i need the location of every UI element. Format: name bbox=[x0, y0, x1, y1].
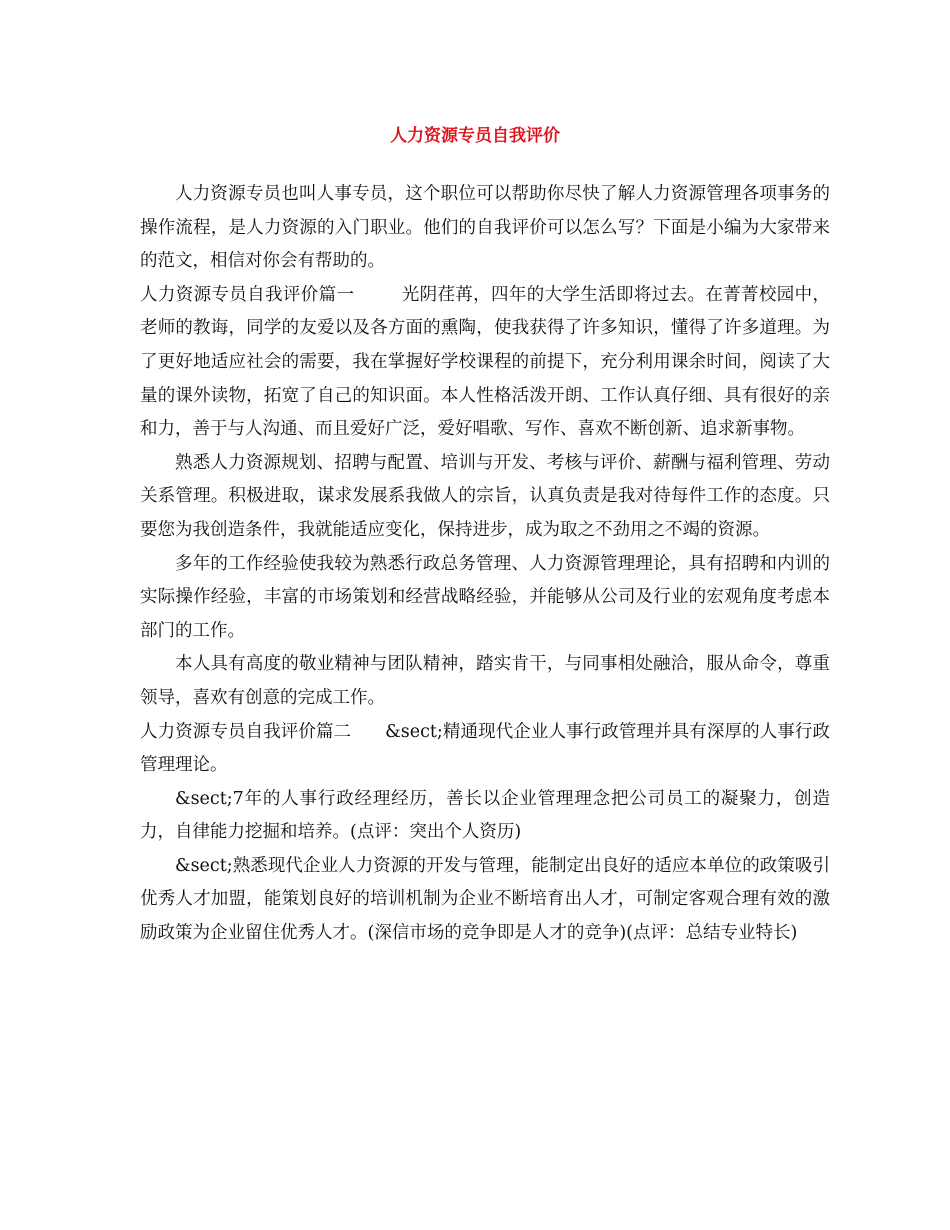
experience-paragraph bbox=[140, 548, 830, 649]
paragraph-text: 多年的工作经验使我较为熟悉行政总务管理、人力资源管理理论，具有招聘和内训的实际操作经验，丰富的市场策划和经营战略经验，并能够从公司及行业的宏观角度考虑本部门的工作。 bbox=[140, 553, 830, 641]
paragraph-text: 熟悉人力资源规划、招聘与配置、培训与开发、考核与评价、薪酬与福利管理、劳动关系管理。积极进取，谋求发展系我做人的宗旨，认真负责是我对待每件工作的态度。只要您为我创造条件，我就能适应变化，保持进步，成为取之不劲用之不竭的资源。 bbox=[140, 452, 830, 540]
specialty-paragraph bbox=[140, 850, 830, 951]
paragraph-text: 人力资源专员也叫人事专员，这个职位可以帮助你尽快了解人力资源管理各项事务的操作流程，是人力资源的入门职业。他们的自我评价可以怎么写？下面是小编为大家带来的范文，相信对你会有帮助的。 bbox=[140, 184, 830, 272]
seniority-paragraph bbox=[140, 783, 830, 850]
paragraph-text: 光阴荏苒，四年的大学生活即将过去。在菁菁校园中，老师的教诲，同学的友爱以及各方面的熏陶，使我获得了许多知识，懂得了许多道理。为了更好地适应社会的需要，我在掌握好学校课程的前提下，充分利用课余时间，阅读了大量的课外读物，拓宽了自己的知识面。本人性格活泼开朗、工作认真仔细、具有很好的亲和力，善于与人沟通、而且爱好广泛，爱好唱歌、写作、喜欢不断创新、追求新事物。 bbox=[140, 284, 830, 440]
intro-paragraph bbox=[140, 178, 830, 279]
paragraph-text: 本人具有高度的敬业精神与团队精神，踏实肯干，与同事相处融洽，服从命令，尊重领导，喜欢有创意的完成工作。 bbox=[140, 654, 830, 708]
attitude-paragraph bbox=[140, 648, 830, 715]
paragraph-text: &sect;7年的人事行政经理经历，善长以企业管理理念把公司员工的凝聚力，创造力，自律能力挖掘和培养。(点评：突出个人资历) bbox=[140, 788, 830, 843]
skills-paragraph bbox=[140, 447, 830, 548]
section-one-label: 人力资源专员自我评价篇一 bbox=[140, 284, 355, 305]
section-two-label: 人力资源专员自我评价篇二 bbox=[140, 721, 352, 742]
label-gap bbox=[351, 722, 385, 742]
document-title: 人力资源专员自我评价 bbox=[390, 126, 560, 146]
paragraph-text: &sect;精通现代企业人事行政管理并具有深厚的人事行政管理理论。 bbox=[140, 721, 830, 776]
document-body bbox=[140, 178, 830, 951]
section-two-paragraph bbox=[140, 716, 830, 783]
label-gap bbox=[354, 285, 401, 305]
paragraph-text: &sect;熟悉现代企业人力资源的开发与管理，能制定出良好的适应本单位的政策吸引优秀人才加盟，能策划良好的培训机制为企业不断培育出人才，可制定客观合理有效的激励政策为企业留住优秀人才。(深信市场的竞争即是人才的竞争)(点评：总结专业特长) bbox=[140, 855, 830, 944]
section-one-paragraph bbox=[140, 279, 830, 447]
